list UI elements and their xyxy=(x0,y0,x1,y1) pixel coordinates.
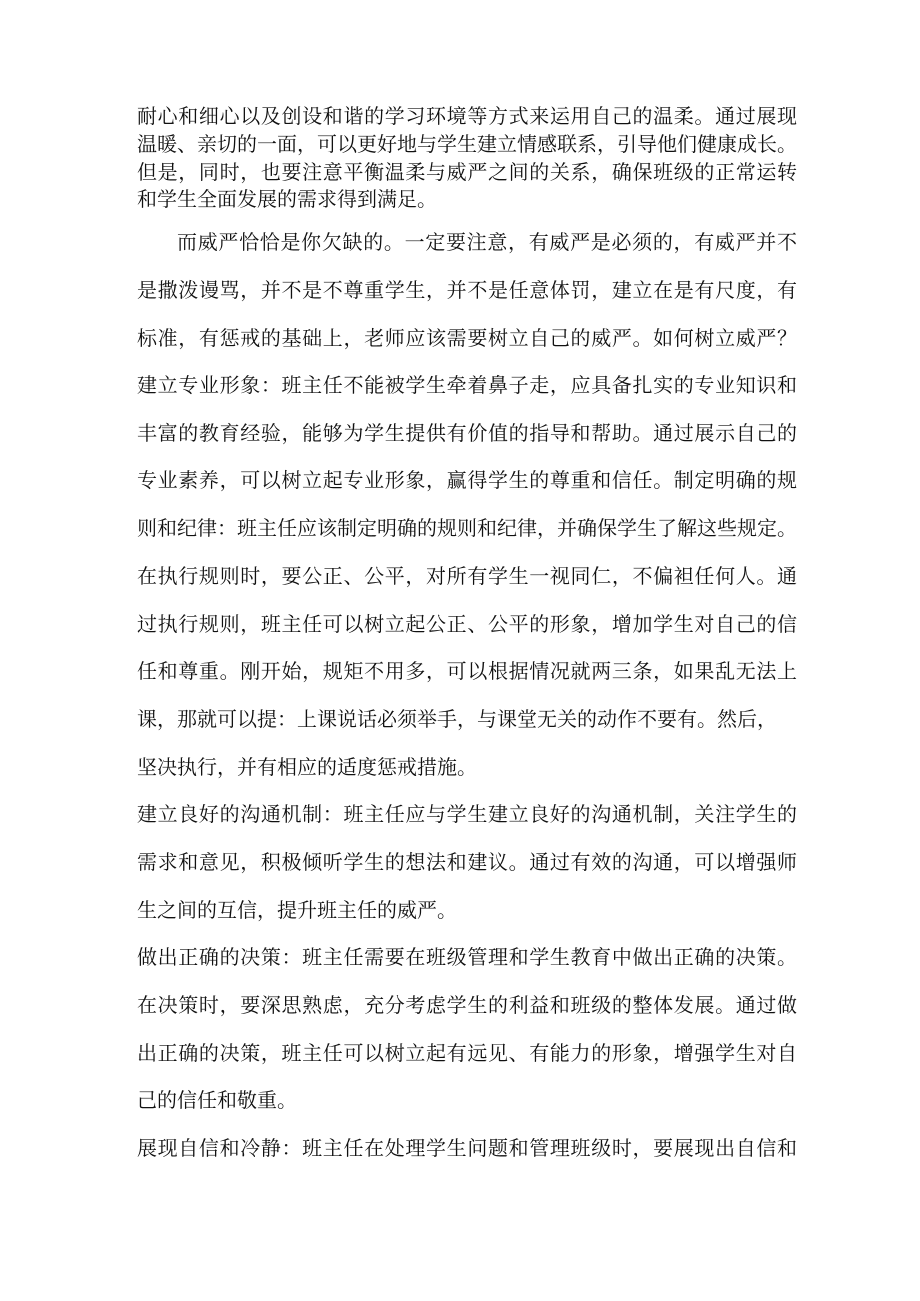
text-line: 需求和意见，积极倾听学生的想法和建议。通过有效的沟通，可以增强师 xyxy=(137,850,797,874)
text-line: 在决策时，要深思熟虑，充分考虑学生的利益和班级的整体发展。通过做 xyxy=(137,993,797,1017)
text-line: 做出正确的决策：班主任需要在班级管理和学生教育中做出正确的决策。 xyxy=(137,945,797,969)
text-line: 过执行规则，班主任可以树立起公正、公平的形象，增加学生对自己的信 xyxy=(137,612,797,636)
text-line: 则和纪律：班主任应该制定明确的规则和纪律，并确保学生了解这些规定。 xyxy=(137,516,797,540)
paragraph-first-line: 而威严恰恰是你欠缺的。一定要注意，有威严是必须的，有威严并不 xyxy=(177,230,797,254)
text-line: 己的信任和敬重。 xyxy=(137,1088,297,1112)
text-line: 专业素养，可以树立起专业形象，赢得学生的尊重和信任。制定明确的规 xyxy=(137,468,797,492)
text-line: 生之间的互信，提升班主任的威严。 xyxy=(137,898,457,922)
text-line: 出正确的决策，班主任可以树立起有远见、有能力的形象，增强学生对自 xyxy=(137,1041,797,1065)
text-line: 建立专业形象：班主任不能被学生牵着鼻子走，应具备扎实的专业知识和 xyxy=(137,373,797,397)
text-line: 是撒泼谩骂，并不是不尊重学生，并不是任意体罚，建立在是有尺度，有 xyxy=(137,278,797,302)
text-line: 展现自信和冷静：班主任在处理学生问题和管理班级时，要展现出自信和 xyxy=(137,1136,797,1160)
text-line: 标准，有惩戒的基础上，老师应该需要树立自己的威严。如何树立威严？ xyxy=(137,326,797,350)
text-line: 建立良好的沟通机制：班主任应与学生建立良好的沟通机制，关注学生的 xyxy=(137,802,797,826)
text-line: 耐心和细心以及创设和谐的学习环境等方式来运用自己的温柔。通过展现 xyxy=(137,104,797,128)
text-line: 和学生全面发展的需求得到满足。 xyxy=(137,187,437,211)
text-line: 丰富的教育经验，能够为学生提供有价值的指导和帮助。通过展示自己的 xyxy=(137,421,797,445)
text-line: 温暖、亲切的一面，可以更好地与学生建立情感联系，引导他们健康成长。 xyxy=(137,132,797,156)
text-line: 课，那就可以提：上课说话必须举手，与课堂无关的动作不要有。然后， xyxy=(137,707,777,731)
text-line: 坚决执行，并有相应的适度惩戒措施。 xyxy=(137,755,477,779)
text-line: 任和尊重。刚开始，规矩不用多，可以根据情况就两三条，如果乱无法上 xyxy=(137,659,797,683)
text-line: 在执行规则时，要公正、公平，对所有学生一视同仁，不偏袒任何人。通 xyxy=(137,564,797,588)
text-line: 但是，同时，也要注意平衡温柔与威严之间的关系，确保班级的正常运转 xyxy=(137,160,797,184)
